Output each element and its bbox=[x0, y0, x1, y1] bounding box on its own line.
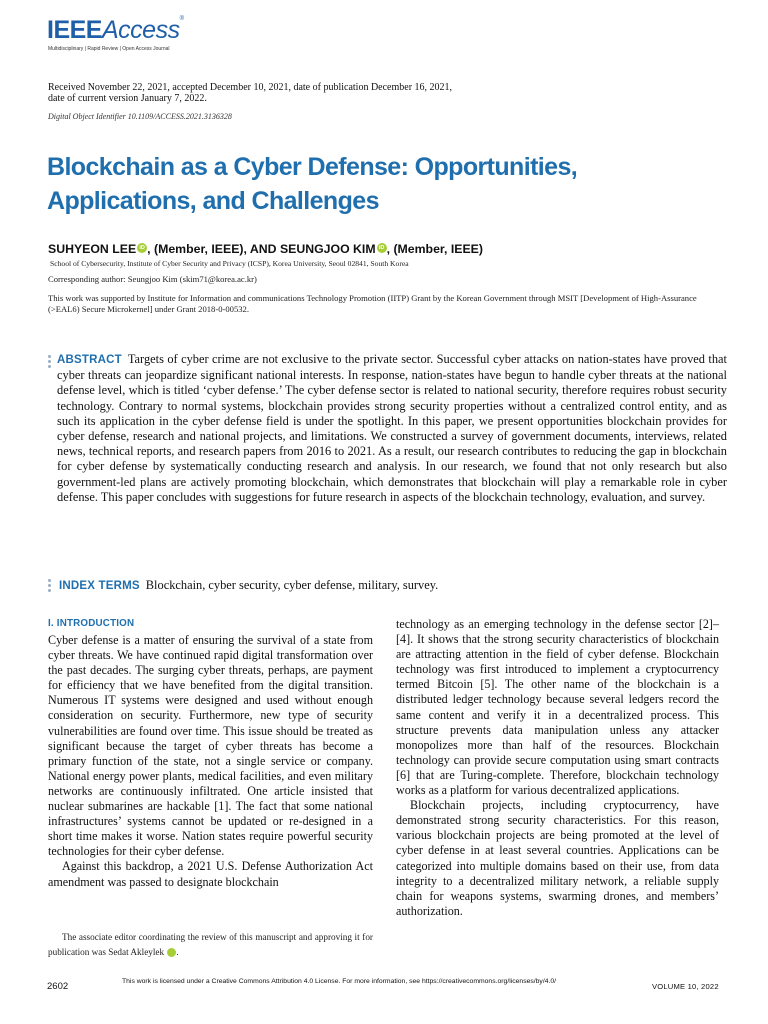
abstract-label: ABSTRACT bbox=[57, 354, 122, 366]
index-terms-label: INDEX TERMS bbox=[59, 580, 140, 592]
funding-statement: This work was supported by Institute for Information and communications Technology Promotion (IITP) Grant by the Korean Government through MSIT [Development of High-Assurance (>EAL6) Secure Microkernel] under Grant 2018-0-00532. bbox=[48, 293, 697, 314]
page-number: 2602 bbox=[47, 981, 69, 992]
index-terms-marker-icon bbox=[48, 579, 53, 594]
section-heading: I. INTRODUCTION bbox=[48, 618, 135, 629]
received-dates-line2: date of current version January 7, 2022. bbox=[48, 93, 207, 104]
license-notice[interactable]: This work is licensed under a Creative Commons Attribution 4.0 License. For more information, see https://creativecommons.org/licenses/by/4.0/ bbox=[122, 978, 557, 985]
paper-title: Blockchain as a Cyber Defense: Opportunities, Applications, and Challenges bbox=[47, 153, 578, 215]
orcid-icon[interactable]: iD bbox=[137, 243, 147, 253]
footnote-end: . bbox=[176, 947, 179, 957]
logo-access: Access bbox=[101, 16, 180, 44]
paragraph: Cyber defense is a matter of ensuring the survival of a state from cyber threats. We have continued rapid digital transformation over the past decades. The surging cyber threats, perhaps, are payment for efficiency that we have benefited from the digital transition. Numerous IT systems were designed and used without enough consideration on security. Furthermore, new type of security vulnerabilities are found over time. This issue should be treated as significant because the target of cyber threats has become a primary function of the state, not a single service or company. National energy power plants, medical facilities, and even military networks are continuously infiltrated. One article insisted that nuclear submarines are hackable [1]. The fact that some national infrastructures’ systems cannot be updated or re-designed in a short time makes it worse. Nation states require powerful security technologies for their cyber defense. bbox=[48, 633, 373, 859]
affiliation: School of Cybersecurity, Institute of Cyber Security and Privacy (ICSP), Korea University, Seoul 02841, South Korea bbox=[50, 259, 409, 268]
logo-ieee: IEEE bbox=[47, 16, 102, 44]
received-dates-line1: Received November 22, 2021, accepted December 10, 2021, date of publication December 16, 2021, bbox=[48, 82, 453, 93]
abstract-text: Targets of cyber crime are not exclusive to the private sector. Successful cyber attacks on nation-states have proved that cyber threats can jeopardize significant national interests. In response, nation-states have begun to handle cyber threats at the national defense level, which is titled ‘cyber defense.’ The cyber defense sector is related to national security, therefore requires robust security technology. Contrary to normal systems, blockchain provides strong security properties without a centralized control entity, and as such its application in the cyber defense field is under the spotlight. In this paper, we present opportunities blockchain provides for cyber defense, research and national projects, and limitations. We constructed a survey of government documents, interviews, related news, technical reports, and research papers from 2016 to 2021. As a result, our research contributes to reducing the gap in blockchain for cyber defense by systematically conducting research and analysis. In our research, we found that not only research but also government-led plans are actively promoting blockchain, which demonstrates that blockchain will play a remarkable role in cyber defense. This paper concludes with suggestions for future research in aspects of the blockchain technology, evaluation, and survey. bbox=[57, 352, 727, 504]
orcid-icon[interactable]: iD bbox=[377, 243, 387, 253]
abstract-marker-icon bbox=[48, 355, 53, 370]
journal-logo bbox=[47, 16, 184, 45]
corresponding-author: Corresponding author: Seungjoo Kim (skim71@korea.ac.kr) bbox=[48, 274, 257, 284]
abstract bbox=[57, 352, 727, 505]
orcid-icon[interactable]: iD bbox=[167, 948, 176, 957]
author-2: , (Member, IEEE), AND SEUNGJOO KIM bbox=[147, 242, 376, 256]
right-column bbox=[396, 617, 719, 919]
footnote bbox=[48, 930, 373, 960]
volume-label: VOLUME 10, 2022 bbox=[652, 982, 719, 991]
index-terms-text: Blockchain, cyber security, cyber defense, military, survey. bbox=[145, 578, 439, 592]
author-line bbox=[48, 242, 483, 256]
paragraph: technology as an emerging technology in the defense sector [2]–[4]. It shows that the strong security characteristics of blockchain are attracting attention in the field of cyber defense. Blockchain technology was first introduced to implement a cryptocurrency termed Bitcoin [5]. The other name of the blockchain is a distributed ledger technology because several ledgers record the same content and verify it in a decentralized process. This structure prevents data manipulation unless any attacker monopolizes more than half of the resources. Blockchain technology can provide secure computation using smart contracts [6] that are Turing-complete. Therefore, blockchain technology works as a platform for various decentralized applications. bbox=[396, 617, 719, 798]
left-column bbox=[48, 617, 373, 890]
paragraph: Against this backdrop, a 2021 U.S. Defense Authorization Act amendment was passed to designate blockchain bbox=[48, 859, 373, 889]
footnote-text: The associate editor coordinating the review of this manuscript and approving it for publication was Sedat Akleylek bbox=[48, 932, 373, 957]
logo-tagline: Multidisciplinary | Rapid Review | Open Access Journal bbox=[48, 46, 170, 52]
author-1: SUHYEON LEE bbox=[48, 242, 137, 256]
index-terms bbox=[59, 578, 438, 593]
logo-trademark: ® bbox=[179, 16, 184, 22]
author-2-role: , (Member, IEEE) bbox=[386, 242, 483, 256]
doi: Digital Object Identifier 10.1109/ACCESS.2021.3136328 bbox=[48, 112, 232, 121]
paragraph: Blockchain projects, including cryptocurrency, have demonstrated strong security characteristics. For this reason, various blockchain projects are being promoted at the level of cyber defense in at least several countries. Applications can be categorized into multiple domains based on their use, from data integrity to a decentralized military network, a reliable supply chain for weapons systems, swarming drones, and members’ authorization. bbox=[396, 798, 719, 918]
